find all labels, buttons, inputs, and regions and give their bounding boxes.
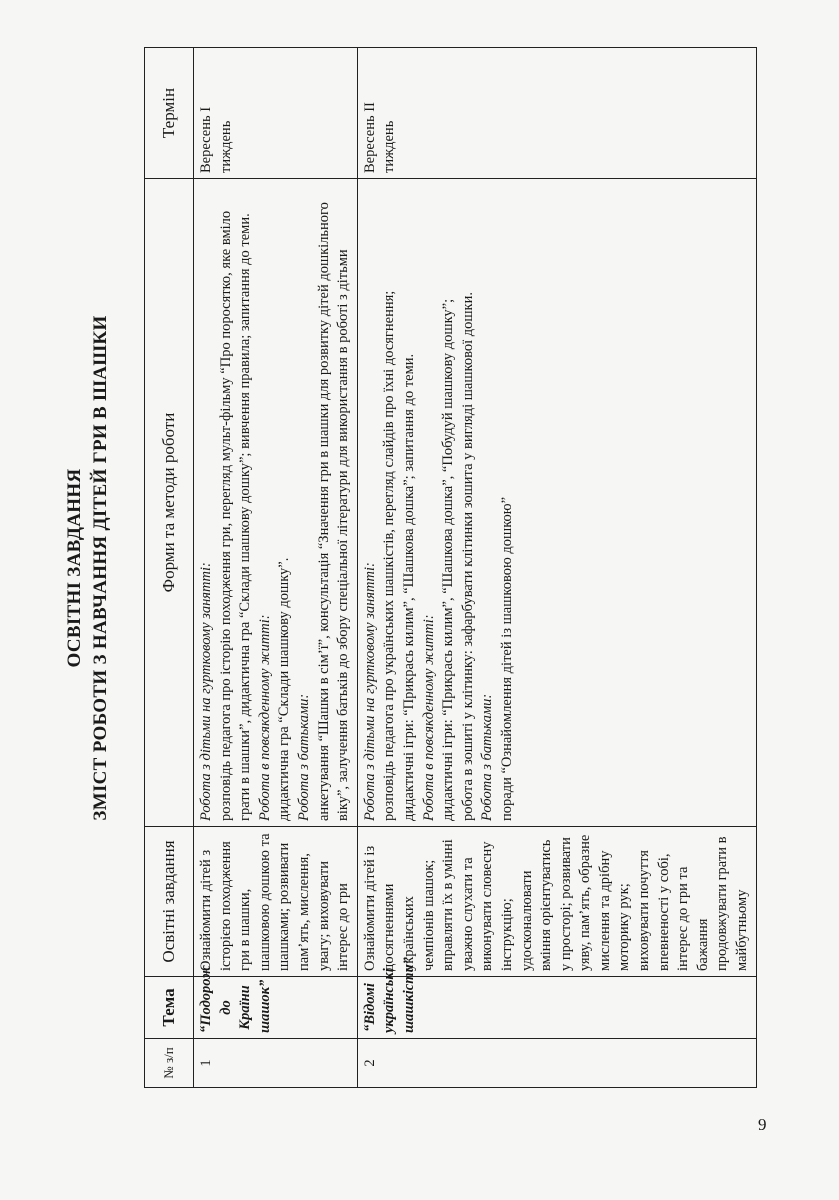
- table-row: [194, 48, 358, 1088]
- table-row: [357, 48, 756, 1088]
- forms-text: поради “Ознайомлення дітей із шашковою дошкою”: [498, 496, 515, 821]
- row-tasks: Ознайомити дітей із досягненнями українських чемпіонів шашок; вправляти їх в умінні уважно слухати та виконувати словесну інструкцію; удосконалювати вміння орієнтуватись у просторі; розвивати уяву, пам’ять, образне мислення та дрібну моторику рук; виховувати почуття впевненості у собі, інтерес до гри та бажання продовжувати грати в майбутньому: [357, 827, 756, 977]
- row-number: 1: [194, 1039, 358, 1088]
- forms-heading-daily: Робота в повсякденному житті:: [420, 614, 437, 821]
- row-term: Вересень II тиждень: [357, 48, 756, 179]
- row-tasks: Ознайомити дітей з історією походження гри в шашки, шашковою дошкою та шашками; розвивати пам’ять, мислення, увагу; виховувати інтерес до гри: [194, 827, 358, 977]
- title-educational-tasks: ОСВІТНІ ЗАВДАННЯ: [64, 468, 85, 668]
- forms-text: робота в зошиті у клітинку: зафарбувати клітинки зошита у вигляді шашкової дошки.: [459, 292, 476, 821]
- column-header-number: № з/п: [145, 1039, 194, 1088]
- forms-heading-daily: Робота в повсякденному житті:: [256, 614, 273, 821]
- row-topic: “Відомі українські шашкісти”: [357, 977, 756, 1039]
- title-block: [62, 48, 114, 1088]
- forms-text: анкетування “Шашки в сім’ї”, консультація “Значення гри в шашки для розвитку дітей дошкільного віку”, залучення батьків до збору спеціальної літератури для використання в роботі з дітьми: [315, 202, 352, 821]
- column-header-topic: Тема: [145, 977, 194, 1039]
- row-term: Вересень I тиждень: [194, 48, 358, 179]
- forms-text: розповідь педагога про історію походження гри, перегляд мульт-фільму “Про поросятко, яке вміло грати в шашки”, дидактична гра “Склади шашкову дошку”; вивчення правила; запитання до теми.: [217, 210, 254, 821]
- title-work-content: ЗМІСТ РОБОТИ З НАВЧАННЯ ДІТЕЙ ГРИ В ШАШКИ: [90, 315, 111, 821]
- row-number: 2: [357, 1039, 756, 1088]
- rotated-page-content: [60, 48, 760, 1088]
- forms-text: дидактична гра “Склади шашкову дошку”.: [276, 557, 293, 821]
- column-header-term: Термін: [145, 48, 194, 179]
- forms-heading-parents: Робота з батьками:: [295, 693, 312, 821]
- forms-text: розповідь педагога про українських шашкістів, перегляд слайдів про їхні досягнення;: [381, 290, 398, 821]
- table-header-row: [145, 48, 194, 1088]
- forms-text: дидактичні ігри: “Прикрась килим”, “Шашкова дошка”, “Побудуй шашкову дошку”;: [440, 298, 457, 821]
- forms-heading-parents: Робота з батьками:: [479, 693, 496, 821]
- forms-text: дидактичні ігри: “Прикрась килим”, “Шашкова дошка”; запитання до теми.: [400, 353, 417, 821]
- column-header-tasks: Освітні завдання: [145, 827, 194, 977]
- row-forms: [194, 179, 358, 827]
- column-header-forms: Форми та методи роботи: [145, 179, 194, 827]
- forms-heading-class: Робота з дітьми на гуртковому занятті:: [198, 562, 214, 821]
- page-number: 9: [758, 1115, 767, 1134]
- forms-heading-class: Робота з дітьми на гуртковому занятті:: [361, 562, 378, 821]
- row-forms: [357, 179, 756, 827]
- row-topic: “Подорож до Країни шашок”: [194, 977, 358, 1039]
- curriculum-table: [144, 47, 757, 1088]
